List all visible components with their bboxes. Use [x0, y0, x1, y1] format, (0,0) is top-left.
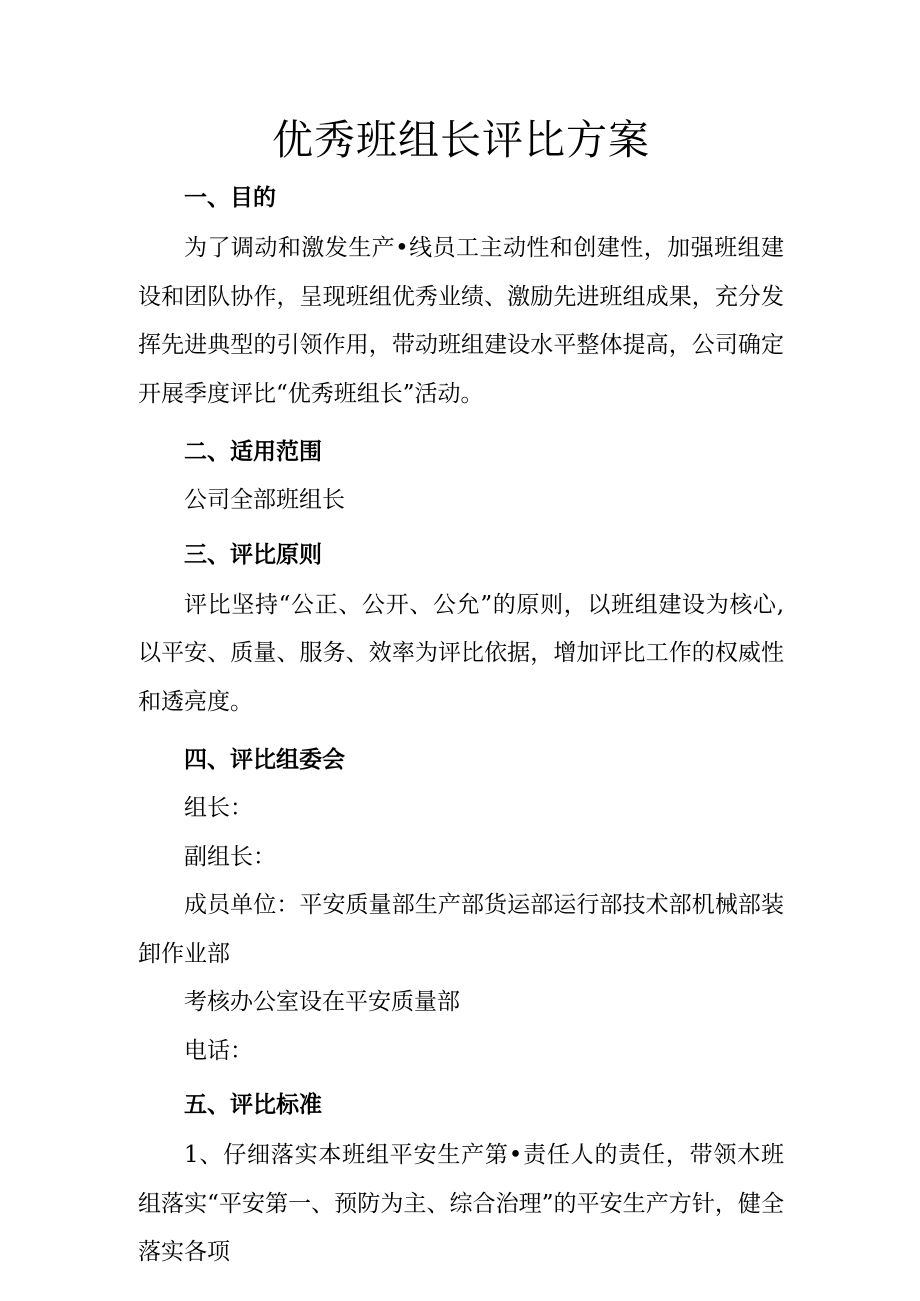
paragraph-scope: 公司全部班组长: [184, 487, 345, 513]
section-heading-committee: 四、评比组委会: [184, 747, 345, 773]
section-heading-principles: 三、评比原则: [184, 541, 322, 568]
paragraph-committee-leader: 组长：: [184, 795, 253, 821]
paragraph-purpose: 为了调动和激发生产•线员工主动性和创建性，加强班组建设和团队协作，呈现班组优秀业绩、激励先进班组成果，充分发挥先进典型的引领作用，带动班组建设水平整体提高，公司确定开展季度评比“优秀班组长”活动。: [138, 235, 784, 407]
paragraph-committee-office: 考核办公室设在平安质量部: [184, 989, 460, 1015]
section-heading-purpose: 一、目的: [184, 185, 276, 211]
section-heading-criteria: 五、评比标准: [184, 1092, 322, 1118]
paragraph-committee-members: 成员单位：平安质量部生产部货运部运行部技术部机械部装卸作业部: [138, 892, 784, 967]
paragraph-criteria-1: 1、仔细落实本班组平安生产第•责任人的责任，带领木班组落实“平安第一、预防为主、综合治理”的平安生产方针，健全落实各项: [138, 1142, 784, 1265]
paragraph-principles: 评比坚持“公正、公开、公允”的原则，以班组建设为核心,以平安、质量、服务、效率为评比依据，增加评比工作的权威性和透亮度。: [138, 591, 784, 715]
section-heading-scope: 二、适用范围: [184, 439, 322, 465]
paragraph-committee-deputy: 副组长：: [184, 843, 276, 870]
document-title: 优秀班组长评比方案: [272, 116, 650, 164]
paragraph-committee-phone: 电话：: [184, 1037, 253, 1064]
